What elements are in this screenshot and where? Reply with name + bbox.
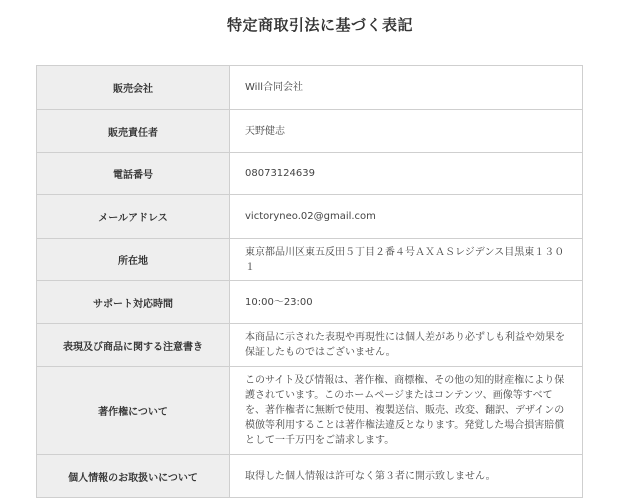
row-value: このサイト及び情報は、著作権、商標権、その他の知的財産権により保護されています。このホームページまたはコンテンツ、画像等すべてを、著作権者に無断で使用、複製送信、販売、改変、翻訳、デザインの模倣等利用することは著作権法違反となります。発覚した場合損害賠償として一千万円をご請求します。 (230, 367, 583, 455)
row-label: 個人情報のお取扱いについて (37, 455, 230, 498)
row-label: 販売会社 (37, 66, 230, 110)
table-row (37, 281, 583, 324)
row-value: 天野健志 (230, 110, 583, 153)
table-row (37, 239, 583, 281)
row-label: サポート対応時間 (37, 281, 230, 324)
row-label: 電話番号 (37, 153, 230, 195)
page-title: 特定商取引法に基づく表記 (226, 16, 413, 34)
table-row (37, 455, 583, 498)
table-row (37, 110, 583, 153)
legal-info-table (36, 65, 583, 498)
row-value: 取得した個人情報は許可なく第３者に開示致しません。 (230, 455, 583, 498)
row-value: 08073124639 (230, 153, 583, 195)
table-row (37, 66, 583, 110)
row-value: victoryneo.02@gmail.com (230, 195, 583, 239)
table-row (37, 153, 583, 195)
table-row (37, 195, 583, 239)
row-label: メールアドレス (37, 195, 230, 239)
row-value: 本商品に示された表現や再現性には個人差があり必ずしも利益や効果を保証したものではございません。 (230, 324, 583, 367)
row-label: 販売責任者 (37, 110, 230, 153)
row-label: 表現及び商品に関する注意書き (37, 324, 230, 367)
row-value: 10:00〜23:00 (230, 281, 583, 324)
row-value: Will合同会社 (230, 66, 583, 110)
row-label: 所在地 (37, 239, 230, 281)
table-row (37, 367, 583, 455)
row-label: 著作権について (37, 367, 230, 455)
table-row (37, 324, 583, 367)
row-value: 東京都品川区東五反田５丁目２番４号ＡＸＡＳレジデンス目黒東１３０１ (230, 239, 583, 281)
